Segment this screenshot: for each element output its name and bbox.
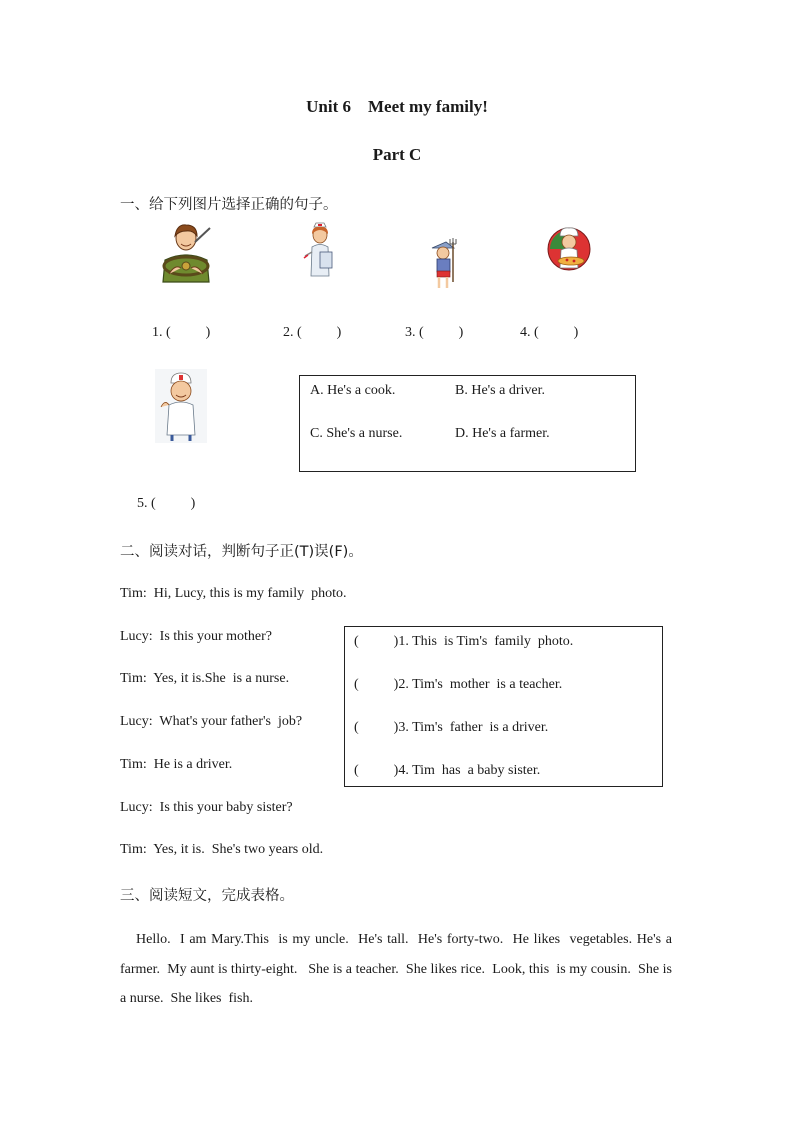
option-d: D. He's a farmer. bbox=[455, 426, 550, 441]
section2-heading: 二、阅读对话，判断句子正(T)误(F)。 bbox=[120, 544, 363, 560]
statement-3[interactable]: ( )3. Tim's father is a driver. bbox=[354, 720, 549, 735]
option-c: C. She's a nurse. bbox=[310, 426, 403, 441]
page-title: Unit 6 Meet my family! bbox=[306, 97, 488, 116]
page-subtitle: Part C bbox=[372, 145, 422, 164]
answer-blank-3[interactable]: 3. ( ) bbox=[405, 325, 464, 340]
statement-4[interactable]: ( )4. Tim has a baby sister. bbox=[354, 763, 541, 778]
dialogue-line: Tim: Yes, it is. She's two years old. bbox=[120, 842, 324, 857]
doctor-picture bbox=[155, 369, 207, 443]
dialogue-line: Lucy: Is this your mother? bbox=[120, 629, 273, 644]
dialogue-line: Tim: He is a driver. bbox=[120, 757, 233, 772]
nurse-picture bbox=[302, 222, 338, 278]
dialogue-line: Tim: Yes, it is.She is a nurse. bbox=[120, 671, 290, 686]
section1-heading: 一、给下列图片选择正确的句子。 bbox=[120, 197, 338, 213]
answer-blank-5[interactable]: 5. ( ) bbox=[137, 496, 196, 511]
cook-picture bbox=[545, 224, 593, 272]
option-b: B. He's a driver. bbox=[455, 383, 546, 398]
dialogue-line: Lucy: What's your father's job? bbox=[120, 714, 303, 729]
driver-picture bbox=[155, 222, 217, 284]
dialogue-line: Tim: Hi, Lucy, this is my family photo. bbox=[120, 586, 347, 601]
farmer-picture bbox=[431, 238, 461, 290]
answer-blank-2[interactable]: 2. ( ) bbox=[283, 325, 342, 340]
reading-passage: Hello. I am Mary.This is my uncle. He's tall. He's forty-two. He likes vegetables. He's a farmer. My aunt is thirty-eight. She is a teacher. She likes rice. Look, this is my cousin. She is a nurse. She likes fish. bbox=[120, 932, 676, 1006]
statement-1[interactable]: ( )1. This is Tim's family photo. bbox=[354, 634, 574, 649]
option-a: A. He's a cook. bbox=[310, 383, 396, 398]
dialogue-line: Lucy: Is this your baby sister? bbox=[120, 800, 293, 815]
statement-2[interactable]: ( )2. Tim's mother is a teacher. bbox=[354, 677, 563, 692]
answer-blank-1[interactable]: 1. ( ) bbox=[152, 325, 211, 340]
answer-blank-4[interactable]: 4. ( ) bbox=[520, 325, 579, 340]
section3-heading: 三、阅读短文，完成表格。 bbox=[120, 888, 294, 904]
